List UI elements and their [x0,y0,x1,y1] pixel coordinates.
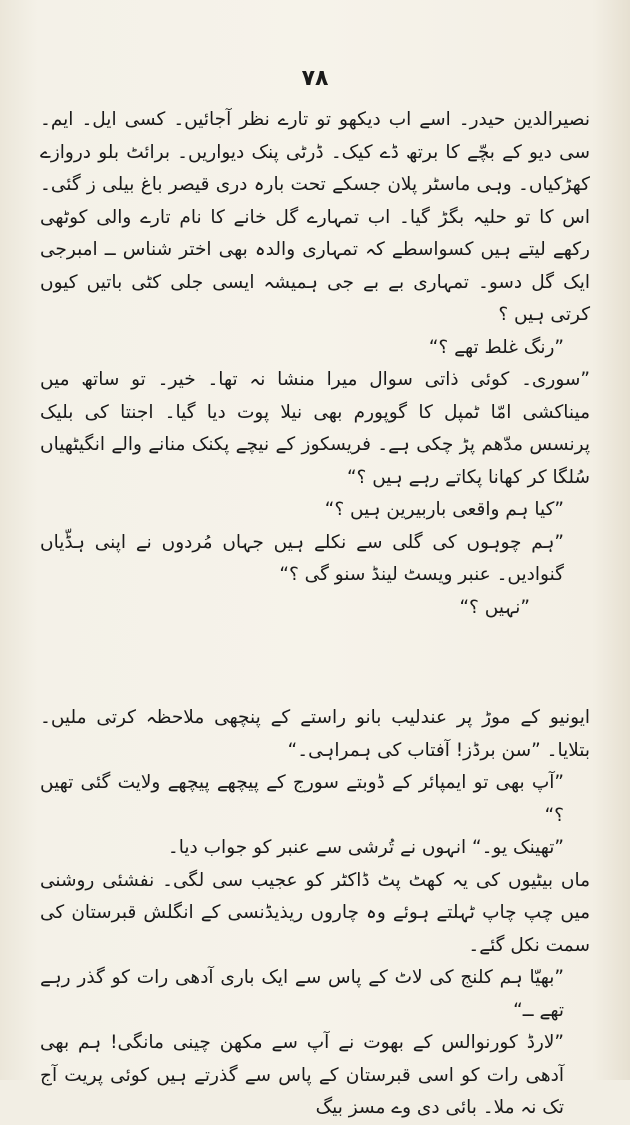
paragraph: ”سوری۔ کوئی ذاتی سوال میرا منشا نہ تھا۔ خیر۔ تو ساتھ میں میناکشی امّا ٹمپل کا گوپورم بھی نیلا پوت دیا گیا۔ اجنتا کی بلیک پرنسس مدّھم پڑ چکی ہے۔ فریسکوز کے نیچے پکنک منانے والے انگیٹھیاں سُلگا کر کھانا پکاتے رہے ہیں ؟“ [40,369,590,488]
dialogue-line: ”تھینک یو۔“ انہوں نے تُرشی سے عنبر کو جواب دیا۔ [167,837,564,858]
section-break [40,624,590,702]
dialogue-line: ”رنگ غلط تھے ؟“ [428,336,564,358]
section-two [40,702,590,1125]
paragraph: ایونیو کے موڑ پر عندلیب بانو راستے کے پنچھی ملاحظہ کرتی ملیں۔ بتلایا۔ ”سن برڈز! آفتاب کی ہمراہی۔“ [40,707,590,761]
paragraph: نصیرالدین حیدر۔ اسے اب دیکھو تو تارے نظر آجائیں۔ کسی ایل۔ ایم۔ سی دیو کے بچّے کا برتھ ڈے کیک۔ ڈرٹی پنک دیواریں۔ برائٹ بلو دروازے کھڑکیاں۔ وہی ماسٹر پلان جسکے تحت بارہ دری قیصر باغ بیلی ز گئی۔ اس کا تو حلیہ بگڑ گیا۔ اب تمہارے گل خانے کا نام تارے والی کوٹھی رکھے لیتے ہیں کسواسطے کہ تمہاری والدہ بھی اختر شناس ــ امبرجی ایک گل دسو۔ تمہاری بے بے جی ہمیشہ ایسی جلی کٹی باتیں کیوں کرتی ہیں ؟ [40,109,590,325]
section-one [40,104,590,624]
page-number: ۷۸ [301,66,329,91]
dialogue-line: ”نہیں ؟“ [459,596,530,618]
dialogue-line: ”بھیّا ہم کلنج کی لاٹ کے پاس سے ایک باری آدھی رات کو گذر رہے تھے ــ“ [40,967,564,1021]
paragraph: ماں بیٹیوں کی یہ کھٹ پٹ ڈاکٹر کو عجیب سی لگی۔ نفشئی روشنی میں چپ چاپ ٹہلتے ہوئے وہ چاروں ریذیڈنسی کے انگلش قبرستان کی سمت نکل گئے۔ [40,869,590,956]
page-body [40,104,590,1125]
dialogue-line: ”کیا ہم واقعی باربیرین ہیں ؟“ [324,499,564,520]
dialogue-line: ”لارڈ کورنوالس کے بھوت نے آپ سے مکھن چینی مانگی! ہم بھی آدھی رات کو اسی قبرستان کے پاس سے گذرتے ہیں کوئی پریت آج تک نہ ملا۔ بائی دی وے مسز بیگ [40,1032,564,1118]
dialogue-line: ”ہم چوہوں کی گلی سے نکلے ہیں جہاں مُردوں نے اپنی ہڈّیاں گنوادیں۔ عنبر ویسٹ لینڈ سنو گی ؟“ [40,531,564,585]
dialogue-line: ”آپ بھی تو ایمپائر کے ڈوبتے سورج کے پیچھے پیچھے ولایت گئی تھیں ؟“ [40,772,564,826]
